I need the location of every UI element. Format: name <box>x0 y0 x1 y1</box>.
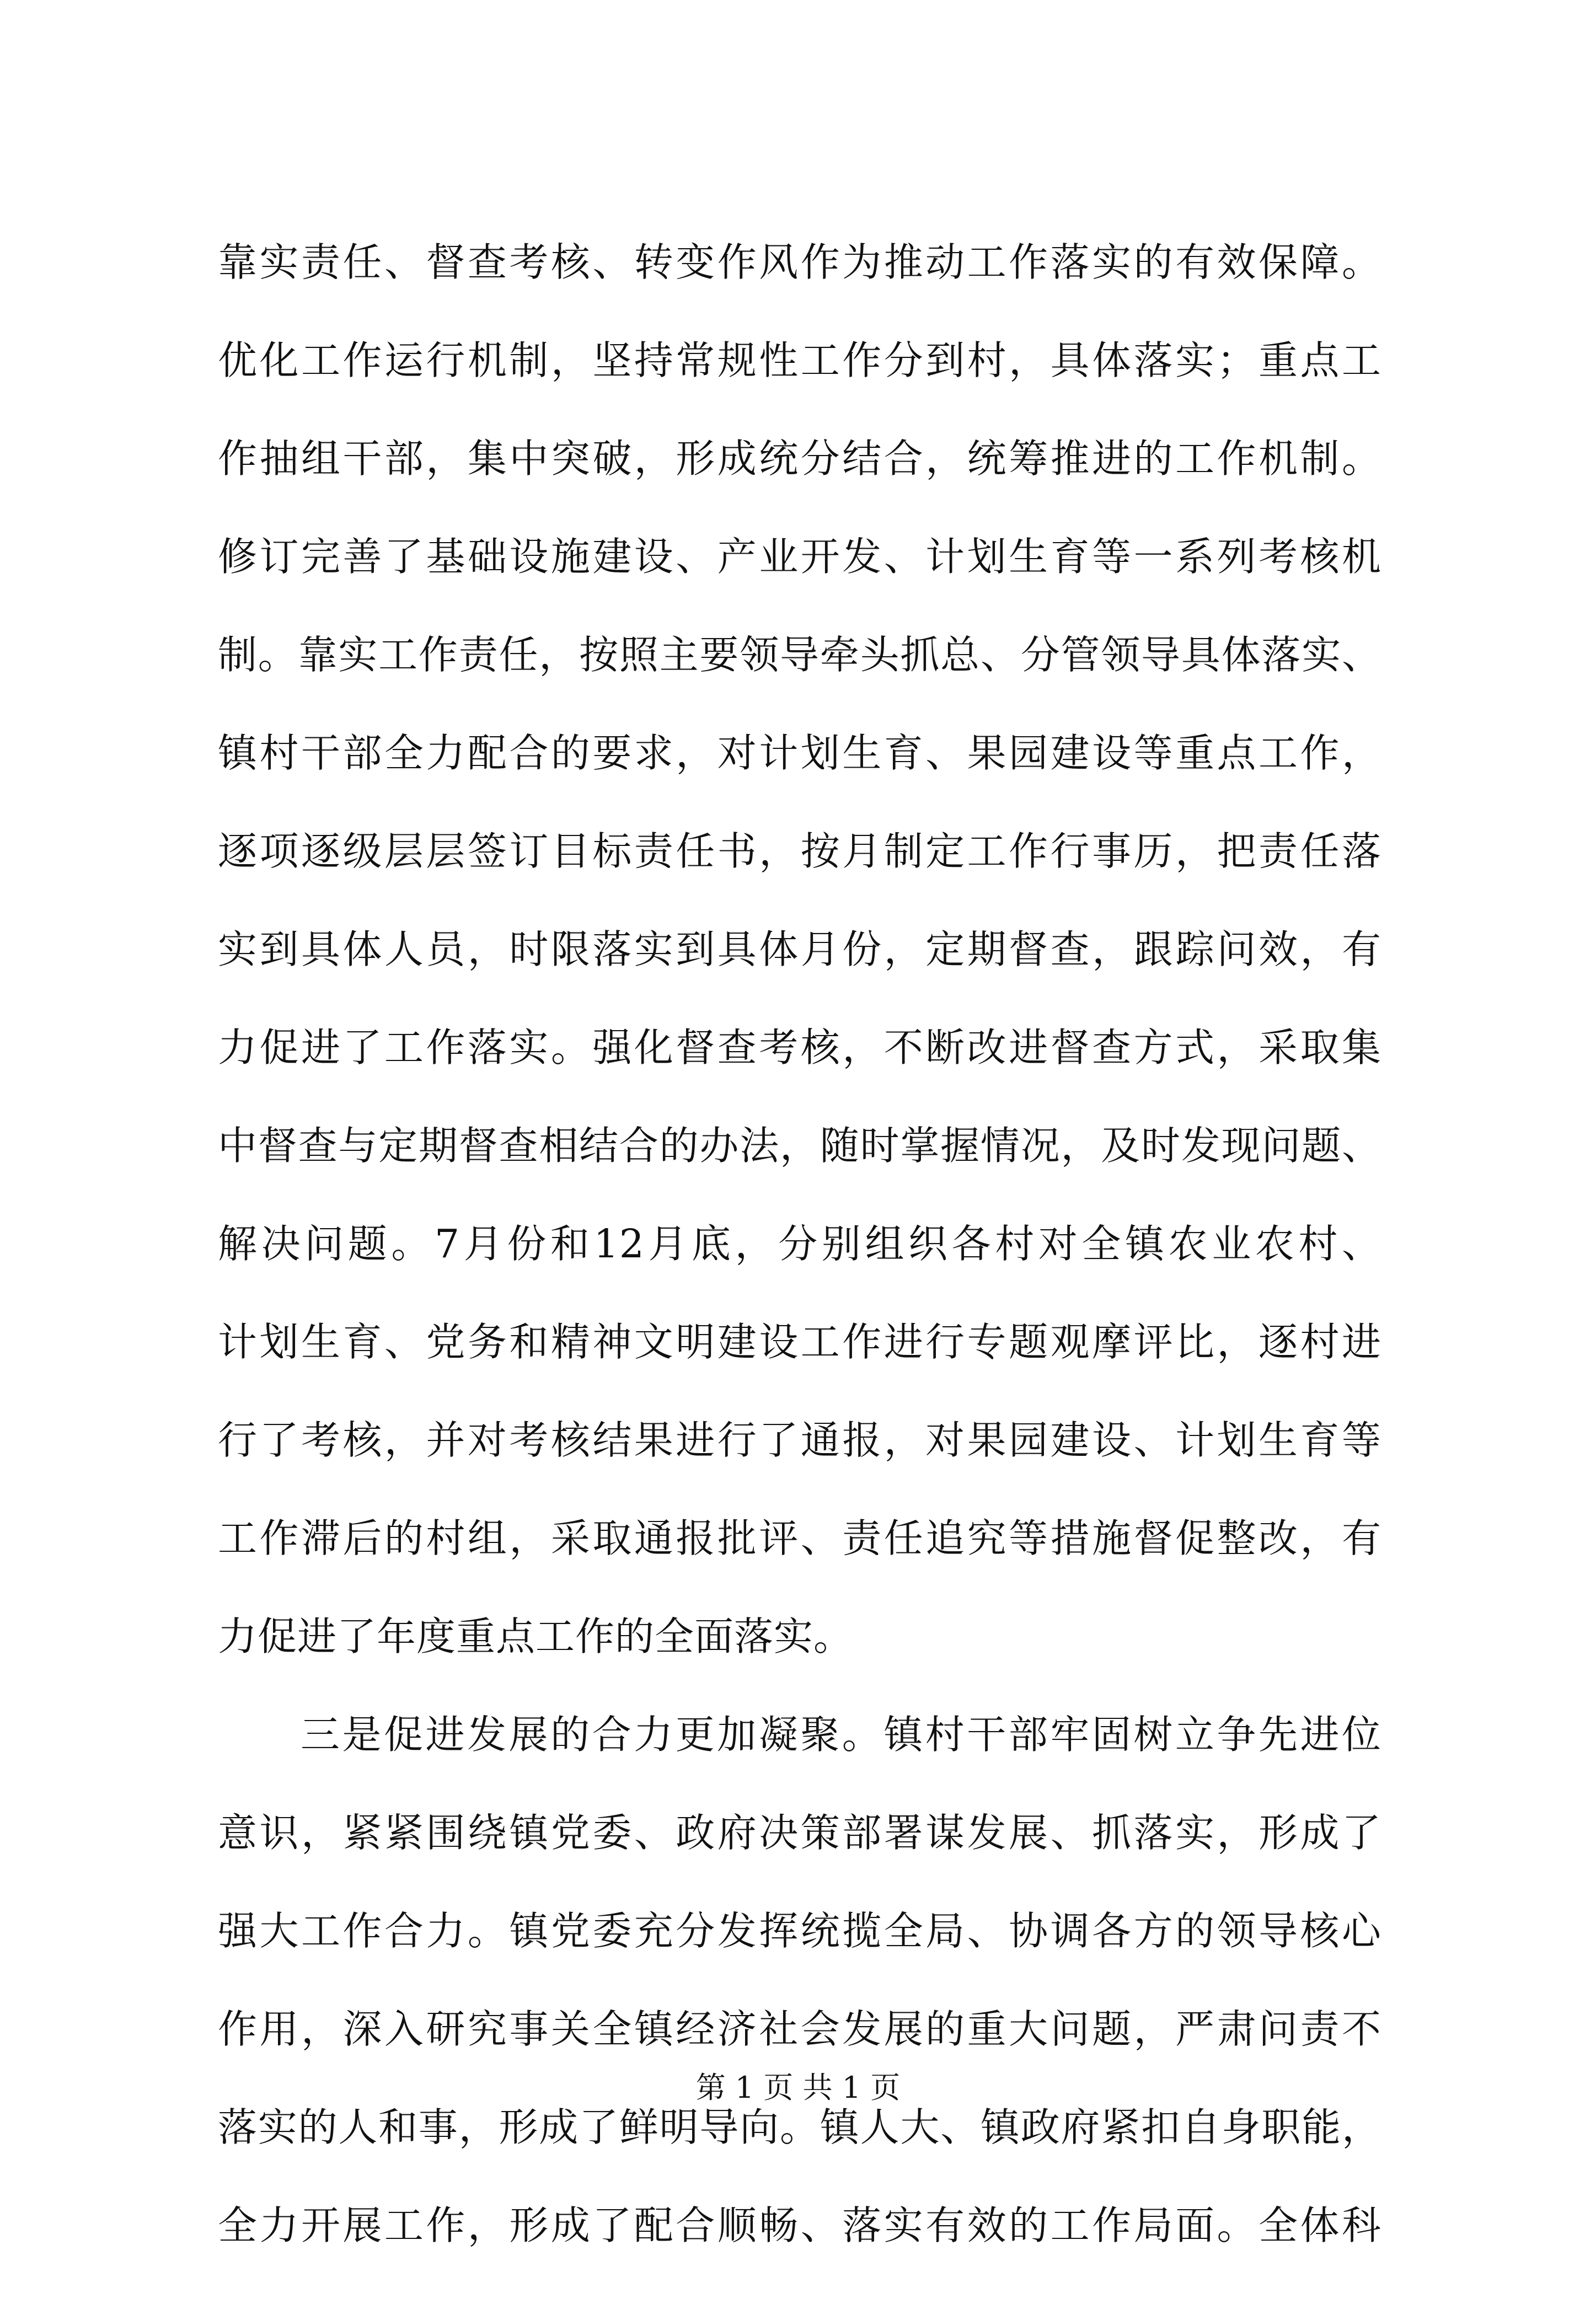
text-line: 意识，紧紧围绕镇党委、政府决策部署谋发展、抓落实，形成了 <box>218 1810 1381 1856</box>
text-line: 优化工作运行机制，坚持常规性工作分到村，具体落实；重点工 <box>218 337 1381 383</box>
text-line: 靠实责任、督查考核、转变作风作为推动工作落实的有效保障。 <box>218 239 1381 285</box>
text-line: 中督查与定期督查相结合的办法，随时掌握情况，及时发现问题、 <box>218 1123 1381 1169</box>
text-line: 全力开展工作，形成了配合顺畅、落实有效的工作局面。全体科 <box>218 2203 1381 2248</box>
text-line: 制。靠实工作责任，按照主要领导牵头抓总、分管领导具体落实、 <box>218 632 1381 678</box>
paragraph-first-line: 三是促进发展的合力更加凝聚。镇村干部牢固树立争先进位 <box>301 1712 1381 1758</box>
text-line: 作抽组干部，集中突破，形成统分结合，统筹推进的工作机制。 <box>218 436 1381 481</box>
text-line: 行了考核，并对考核结果进行了通报，对果园建设、计划生育等 <box>218 1417 1381 1463</box>
text-line: 实到具体人员，时限落实到具体月份，定期督查，跟踪问效，有 <box>218 926 1381 972</box>
text-line: 力促进了年度重点工作的全面落实。 <box>218 1614 854 1659</box>
document-body <box>218 239 1381 2304</box>
page-footer: 第 1 页 共 1 页 <box>695 2070 901 2105</box>
text-line: 镇村干部全力配合的要求，对计划生育、果园建设等重点工作， <box>218 730 1381 776</box>
text-line: 修订完善了基础设施建设、产业开发、计划生育等一系列考核机 <box>218 534 1381 580</box>
text-line: 强大工作合力。镇党委充分发挥统揽全局、协调各方的领导核心 <box>218 1908 1381 1954</box>
text-line: 逐项逐级层层签订目标责任书，按月制定工作行事历，把责任落 <box>218 828 1381 874</box>
text-line: 力促进了工作落实。强化督查考核，不断改进督查方式，采取集 <box>218 1025 1381 1070</box>
text-line: 作用，深入研究事关全镇经济社会发展的重大问题，严肃问责不 <box>218 2006 1381 2052</box>
text-line: 解决问题。7月份和12月底，分别组织各村对全镇农业农村、 <box>218 1221 1381 1267</box>
text-line: 落实的人和事，形成了鲜明导向。镇人大、镇政府紧扣自身职能， <box>218 2104 1381 2150</box>
text-line: 工作滞后的村组，采取通报批评、责任追究等措施督促整改，有 <box>218 1515 1381 1561</box>
text-line: 计划生育、党务和精神文明建设工作进行专题观摩评比，逐村进 <box>218 1319 1381 1365</box>
